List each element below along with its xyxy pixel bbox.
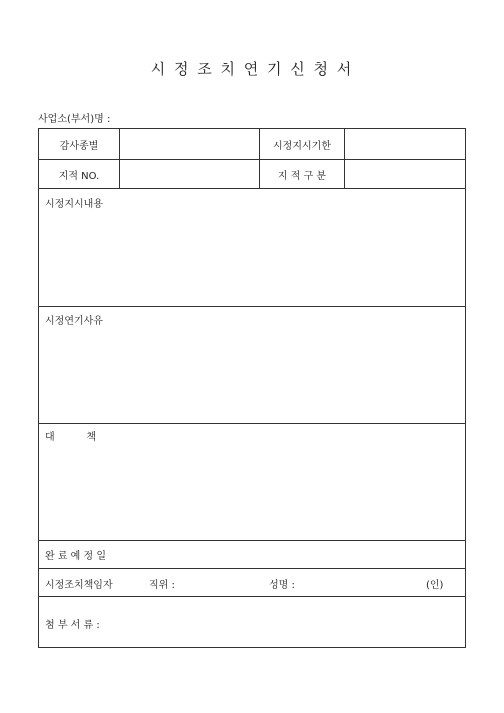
responsible-person-label: 시정조치책임자 [45, 580, 113, 591]
instruction-deadline-field[interactable] [345, 129, 465, 159]
divider [39, 423, 465, 424]
inspection-type-field[interactable] [120, 129, 259, 159]
divider [344, 129, 345, 188]
position-label: 직위 : [149, 580, 175, 591]
item-category-label: 지 적 구 분 [277, 170, 327, 182]
divider [39, 188, 465, 189]
item-category-field[interactable] [345, 160, 465, 188]
divider [39, 159, 465, 160]
measures-label: 대 책 [45, 432, 97, 443]
divider [39, 306, 465, 307]
attachments-field[interactable] [129, 597, 465, 647]
item-no-label: 지적 NO. [58, 170, 100, 182]
divider [39, 568, 465, 569]
instruction-content-label: 시정지시내용 [45, 199, 103, 210]
extension-reason-area[interactable] [39, 307, 465, 423]
divider [39, 596, 465, 597]
department-label: 사업소(부서)명 : [38, 114, 111, 125]
seal-label: (인) [426, 580, 444, 591]
instruction-content-area[interactable] [39, 189, 465, 306]
divider [119, 129, 120, 188]
item-no-field[interactable] [120, 160, 259, 188]
completion-date-label: 완 료 예 정 일 [45, 551, 107, 562]
divider [39, 540, 465, 541]
completion-date-field[interactable] [129, 541, 465, 569]
extension-request-form [38, 128, 466, 648]
divider [259, 129, 260, 188]
inspection-type-label: 감사종별 [59, 140, 99, 152]
name-label: 성명 : [269, 580, 295, 591]
extension-reason-label: 시정연기사유 [45, 316, 103, 327]
measures-area[interactable] [39, 424, 465, 540]
form-title: 시 정 조 치 연 기 신 청 서 [150, 60, 354, 78]
attachments-label: 첨 부 서 류 : [45, 620, 100, 631]
instruction-deadline-label: 시정지시기한 [273, 140, 331, 152]
